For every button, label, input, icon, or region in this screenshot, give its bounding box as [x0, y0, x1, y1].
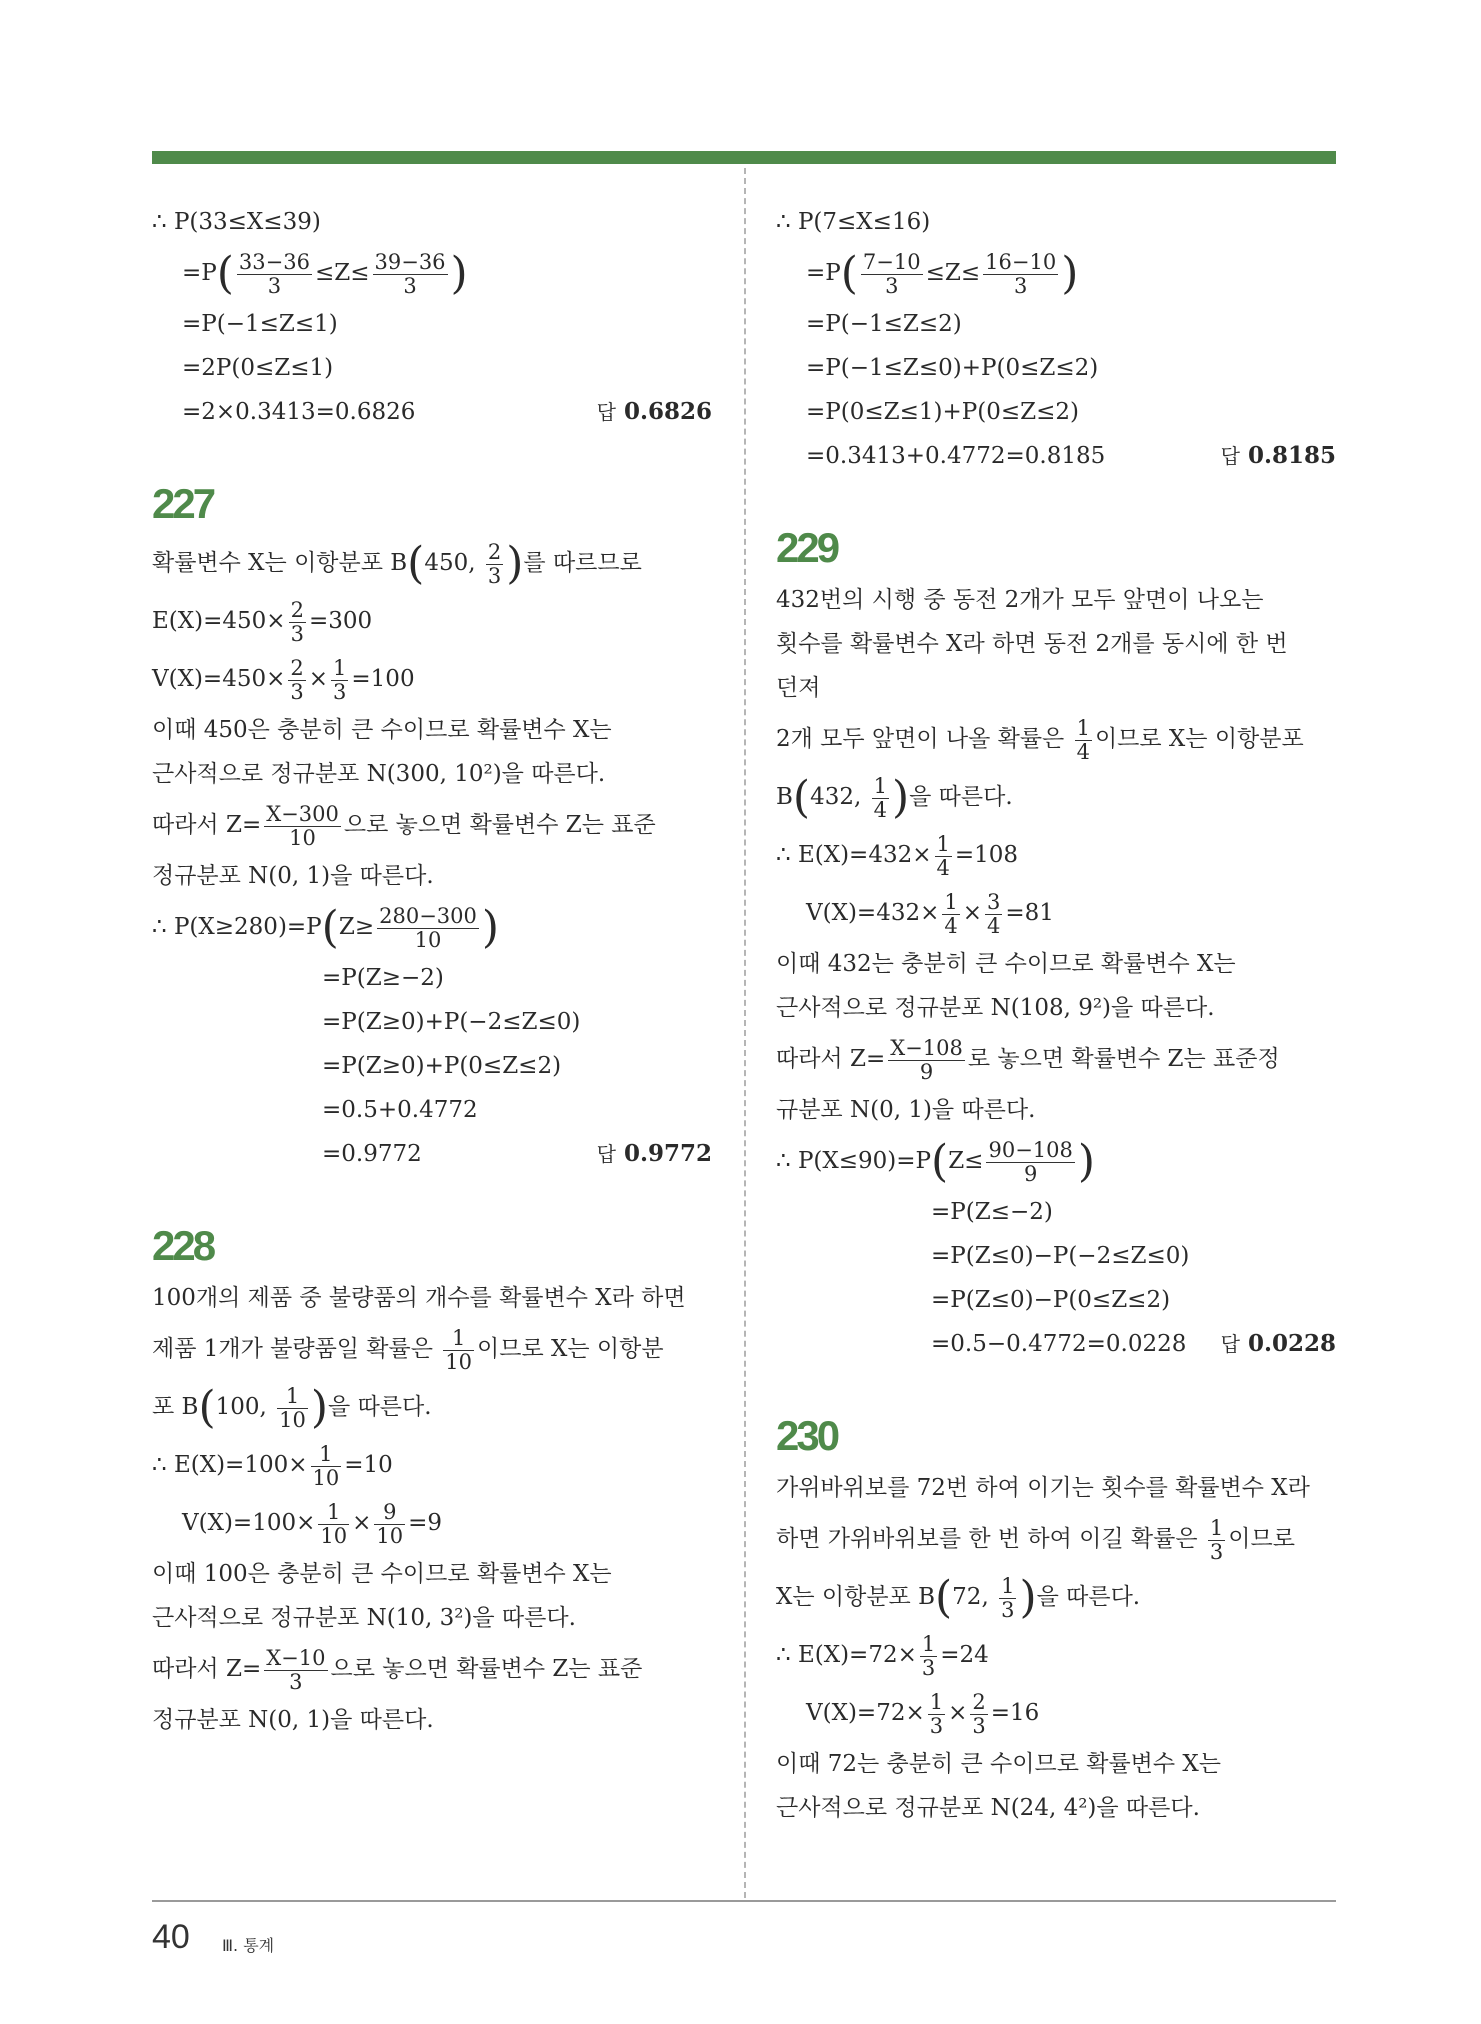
prev-solution-left: [152, 200, 712, 434]
text: B: [776, 784, 793, 810]
problem-number: 230: [776, 1412, 838, 1459]
math-line: ∴ P(33≤X≤39): [152, 209, 321, 235]
math-text: ≤Z≤: [925, 260, 981, 286]
denominator: 3: [1001, 1597, 1015, 1622]
left-column: [152, 200, 712, 1742]
fraction: [983, 251, 1058, 296]
paragraph: 이때 450은 충분히 큰 수이므로 확률변수 X는 근사적으로 정규분포 N(300, 10²)을 따른다.: [152, 717, 612, 787]
fraction: [888, 1037, 965, 1082]
text: 2개 모두 앞면이 나올 확률은: [776, 726, 1072, 752]
numerator: 1: [873, 774, 887, 799]
denominator: 3: [237, 274, 312, 297]
numerator: X−108: [890, 1036, 963, 1061]
text: 으로 놓으면 확률변수 Z는 표준: [330, 1656, 643, 1682]
numerator: 1: [944, 890, 958, 915]
answer-label: 답: [1220, 1332, 1240, 1356]
math-text: ∴ E(X)=72×: [776, 1642, 917, 1668]
numerator: 1: [285, 1384, 300, 1409]
math-line: [152, 1436, 712, 1494]
paren: ): [450, 248, 468, 299]
math-text: 450,: [424, 550, 483, 576]
text: 이므로 X는 이항분: [477, 1336, 664, 1362]
math-text: 72,: [952, 1584, 997, 1610]
denominator: 3: [1209, 1539, 1224, 1564]
top-accent-bar: [152, 151, 1336, 164]
denominator: 4: [944, 913, 958, 938]
fraction: [1208, 1517, 1225, 1562]
math-line: =P(Z≤0)−P(−2≤Z≤0): [931, 1243, 1190, 1269]
math-line: [152, 390, 712, 434]
math-text: =16: [990, 1700, 1040, 1726]
problem-227: [152, 474, 712, 1176]
problem-230: [776, 1406, 1336, 1830]
denominator: 9: [888, 1060, 965, 1083]
fraction: [942, 891, 959, 936]
denominator: 3: [983, 274, 1058, 297]
column-divider: [744, 168, 746, 1898]
math-text: ∴ P(X≤90)=P: [776, 1148, 932, 1174]
math-text: V(X)=432×: [806, 900, 940, 926]
text: 이므로 X는 이항분포: [1094, 726, 1304, 752]
fraction: [986, 1139, 1074, 1184]
math-text: V(X)=100×: [182, 1510, 316, 1536]
text: 로 놓으면 확률변수 Z는 표준정: [967, 1046, 1280, 1072]
math-text: =9: [408, 1510, 443, 1536]
text: 을 따른다.: [1036, 1584, 1141, 1610]
fraction: [374, 1501, 405, 1546]
numerator: 1: [333, 656, 347, 681]
math-line: =0.5+0.4772: [322, 1097, 478, 1123]
math-text: 100,: [215, 1394, 275, 1420]
problem-number: 227: [152, 480, 214, 527]
prev-solution-right: [776, 200, 1336, 478]
paren: ): [1061, 248, 1079, 299]
text: 하면 가위바위보를 한 번 하여 이길 확률은: [776, 1526, 1205, 1552]
paren: ): [506, 538, 524, 589]
math-text: =24: [940, 1642, 989, 1668]
numerator: 1: [327, 1500, 341, 1525]
paren: (: [407, 538, 425, 589]
denominator: 3: [373, 274, 448, 297]
math-text: =0.9772: [322, 1141, 422, 1167]
math-text: =10: [344, 1452, 393, 1478]
numerator: 2: [972, 1690, 986, 1715]
denominator: 10: [312, 1465, 340, 1490]
fraction: [311, 1443, 342, 1488]
text: 확률변수 X는 이항분포 B: [152, 550, 408, 576]
math-text: =P: [182, 260, 217, 286]
numerator: 1: [1001, 1574, 1015, 1599]
text: 이므로: [1228, 1526, 1295, 1552]
paren: ): [481, 902, 500, 953]
paren: ): [310, 1382, 329, 1433]
fraction: [264, 803, 341, 848]
text: 를 따르므로: [523, 550, 642, 576]
text: 제품 1개가 불량품일 확률은: [152, 1336, 441, 1362]
math-text: =108: [954, 842, 1019, 868]
math-line: [776, 244, 1336, 302]
text-line: [776, 1030, 1336, 1088]
math-line: =P(Z≥−2): [322, 965, 444, 991]
fraction: [288, 657, 305, 702]
denominator: 3: [921, 1655, 936, 1680]
math-line: =P(−1≤Z≤0)+P(0≤Z≤2): [806, 355, 1099, 381]
numerator: 2: [290, 656, 304, 681]
text: 따라서 Z=: [152, 812, 262, 838]
fraction: [318, 1501, 349, 1546]
paren: (: [792, 772, 811, 823]
problem-number: 228: [152, 1222, 214, 1269]
text: 을 따른다.: [328, 1394, 432, 1420]
numerator: X−10: [266, 1646, 326, 1671]
text-line: [776, 768, 1336, 826]
paragraph: 이때 432는 충분히 큰 수이므로 확률변수 X는 근사적으로 정규분포 N(108, 9²)을 따른다.: [776, 951, 1236, 1021]
fraction: [928, 1691, 945, 1736]
numerator: 1: [1209, 1516, 1224, 1541]
math-text: ∴ E(X)=432×: [776, 842, 932, 868]
denominator: 3: [290, 621, 304, 646]
math-line: [776, 1322, 1336, 1366]
math-line: [152, 898, 712, 956]
fraction: [861, 251, 923, 296]
math-text: ×: [962, 900, 983, 926]
denominator: 4: [1076, 739, 1090, 764]
text-line: 정규분포 N(0, 1)을 따른다.: [152, 863, 434, 889]
math-line: =P(Z≥0)+P(0≤Z≤2): [322, 1053, 562, 1079]
text-line: [776, 1568, 1336, 1626]
math-line: [776, 884, 1336, 942]
problem-228: [152, 1216, 712, 1742]
math-line: [776, 1626, 1336, 1684]
math-line: [152, 244, 712, 302]
fraction: [377, 905, 479, 950]
answer-value: 0.8185: [1247, 442, 1336, 469]
fraction: [1075, 717, 1092, 762]
fraction: [277, 1385, 308, 1430]
text: 따라서 Z=: [152, 1656, 262, 1682]
paren: (: [198, 1382, 216, 1433]
text: 따라서 Z=: [776, 1046, 886, 1072]
denominator: 4: [987, 913, 1001, 938]
answer-label: 답: [596, 400, 616, 424]
math-line: [776, 1132, 1336, 1190]
math-line: [152, 592, 712, 650]
denominator: 10: [320, 1523, 348, 1548]
denominator: 3: [972, 1713, 986, 1738]
numerator: 1: [936, 832, 950, 857]
denominator: 3: [290, 679, 304, 704]
numerator: 9: [383, 1500, 397, 1525]
math-line: =P(Z≥0)+P(−2≤Z≤0): [322, 1009, 581, 1035]
math-text: =100: [351, 666, 415, 692]
chapter-label: Ⅲ. 통계: [222, 1936, 275, 1955]
math-line: =2P(0≤Z≤1): [182, 355, 334, 381]
text-line: [152, 1378, 712, 1436]
denominator: 10: [377, 928, 479, 951]
answer: [597, 390, 712, 434]
fraction: [331, 657, 348, 702]
text-line: [776, 710, 1336, 768]
paren: ): [1077, 1136, 1096, 1187]
text-line: [152, 1640, 712, 1698]
paren: ): [891, 772, 910, 823]
answer-value: 0.6826: [623, 398, 712, 425]
numerator: 16−10: [985, 250, 1057, 275]
right-column: [776, 200, 1336, 1830]
text: 포 B: [152, 1394, 199, 1420]
denominator: 4: [936, 855, 950, 880]
paren: (: [840, 248, 858, 299]
denominator: 9: [986, 1162, 1074, 1185]
math-text: ×: [308, 666, 329, 692]
numerator: 2: [290, 598, 304, 623]
math-line: [152, 1494, 712, 1552]
text-line: [152, 796, 712, 854]
numerator: 7−10: [862, 250, 921, 275]
math-line: =P(−1≤Z≤1): [182, 311, 338, 337]
answer-label: 답: [1220, 444, 1240, 468]
text-line: [776, 1510, 1336, 1568]
text-line: 정규분포 N(0, 1)을 따른다.: [152, 1707, 434, 1733]
denominator: 3: [929, 1713, 944, 1738]
text-line: 가위바위보를 72번 하여 이기는 횟수를 확률변수 X라: [776, 1475, 1310, 1501]
numerator: 1: [319, 1442, 333, 1467]
math-text: ∴ P(X≥280)=P: [152, 914, 322, 940]
paragraph: 이때 72는 충분히 큰 수이므로 확률변수 X는 근사적으로 정규분포 N(24, 4²)을 따른다.: [776, 1751, 1221, 1821]
answer: [1221, 1322, 1336, 1366]
math-text: =P: [806, 260, 841, 286]
answer-value: 0.9772: [623, 1140, 712, 1167]
denominator: 3: [861, 274, 923, 297]
footer-rule: [152, 1900, 1336, 1902]
fraction: [999, 1575, 1016, 1620]
fraction: [872, 775, 889, 820]
denominator: 10: [376, 1523, 404, 1548]
math-text: ∴ E(X)=100×: [152, 1452, 308, 1478]
numerator: 90−108: [988, 1138, 1073, 1163]
text: 을 따른다.: [909, 784, 1013, 810]
fraction: [970, 1691, 987, 1736]
numerator: 2: [487, 540, 502, 565]
numerator: 39−36: [374, 250, 446, 275]
math-line: =P(0≤Z≤1)+P(0≤Z≤2): [806, 399, 1079, 425]
numerator: 1: [921, 1632, 936, 1657]
math-text: =81: [1005, 900, 1054, 926]
fraction: [486, 541, 503, 586]
math-text: =0.3413+0.4772=0.8185: [806, 443, 1106, 469]
fraction: [237, 251, 312, 296]
numerator: 33−36: [238, 250, 310, 275]
math-text: ×: [948, 1700, 968, 1726]
math-text: =300: [308, 608, 373, 634]
text: X는 이항분포 B: [776, 1584, 935, 1610]
fraction: [373, 251, 448, 296]
math-text: Z≤: [948, 1148, 984, 1174]
paren: ): [1019, 1572, 1037, 1623]
text-line: 100개의 제품 중 불량품의 개수를 확률변수 X라 하면: [152, 1285, 686, 1311]
math-line: =P(Z≤−2): [931, 1199, 1053, 1225]
math-text: ×: [352, 1510, 372, 1536]
math-line: [152, 1132, 712, 1176]
numerator: 3: [987, 890, 1001, 915]
text-line: 규분포 N(0, 1)을 따른다.: [776, 1097, 1036, 1123]
fraction: [443, 1327, 474, 1372]
page-number: 40: [152, 1918, 190, 1956]
fraction: [289, 599, 306, 644]
denominator: 10: [264, 826, 341, 849]
math-line: [776, 434, 1336, 478]
math-text: Z≥: [338, 914, 375, 940]
numerator: X−300: [266, 802, 339, 827]
math-line: [152, 650, 712, 708]
denominator: 10: [279, 1407, 306, 1432]
math-text: V(X)=72×: [806, 1700, 925, 1726]
paragraph: 이때 100은 충분히 큰 수이므로 확률변수 X는 근사적으로 정규분포 N(10, 3²)을 따른다.: [152, 1561, 612, 1631]
denominator: 4: [873, 797, 887, 822]
denominator: 3: [264, 1670, 327, 1693]
answer: [597, 1132, 712, 1176]
math-line: [776, 1684, 1336, 1742]
math-text: E(X)=450×: [152, 608, 286, 634]
numerator: 1: [451, 1326, 466, 1351]
denominator: 3: [333, 679, 347, 704]
paragraph: 432번의 시행 중 동전 2개가 모두 앞면이 나오는 횟수를 확률변수 X라 하면 동전 2개를 동시에 한 번 던져: [776, 587, 1288, 701]
answer: [1221, 434, 1336, 478]
math-line: =P(−1≤Z≤2): [806, 311, 962, 337]
denominator: 10: [445, 1349, 473, 1374]
answer-label: 답: [596, 1142, 616, 1166]
math-text: ≤Z≤: [314, 260, 370, 286]
problem-229: [776, 518, 1336, 1366]
text-line: [152, 534, 712, 592]
problem-number: 229: [776, 524, 838, 571]
numerator: 1: [929, 1690, 944, 1715]
paren: (: [321, 902, 339, 953]
fraction: [985, 891, 1002, 936]
fraction: [935, 833, 952, 878]
math-line: ∴ P(7≤X≤16): [776, 209, 931, 235]
math-line: [776, 826, 1336, 884]
numerator: 280−300: [379, 904, 477, 929]
text-line: [152, 1320, 712, 1378]
answer-value: 0.0228: [1247, 1330, 1336, 1357]
paren: (: [935, 1572, 953, 1623]
denominator: 3: [487, 563, 502, 588]
fraction: [264, 1647, 327, 1692]
fraction: [920, 1633, 937, 1678]
math-line: =P(Z≤0)−P(0≤Z≤2): [931, 1287, 1171, 1313]
math-text: =2×0.3413=0.6826: [182, 399, 416, 425]
text: 으로 놓으면 확률변수 Z는 표준: [343, 812, 656, 838]
paren: (: [931, 1136, 949, 1187]
paren: (: [216, 248, 234, 299]
numerator: 1: [1076, 716, 1090, 741]
math-text: =0.5−0.4772=0.0228: [931, 1331, 1187, 1357]
math-text: 432,: [810, 784, 869, 810]
math-text: V(X)=450×: [152, 666, 286, 692]
